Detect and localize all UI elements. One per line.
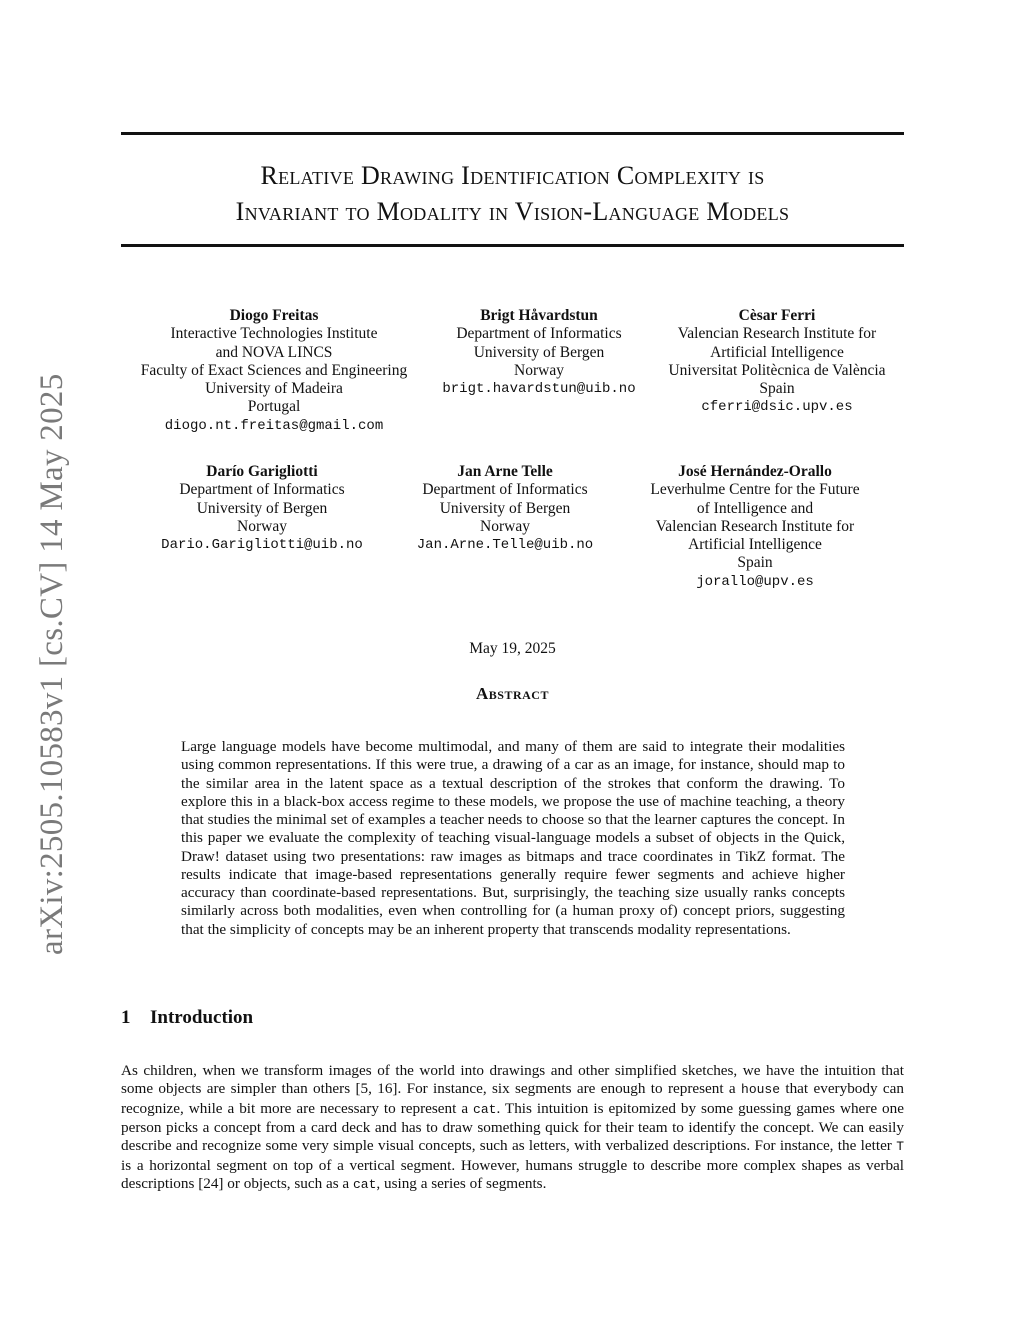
author-email[interactable]: cferri@dsic.upv.es [701,399,853,416]
author-affiliation-line: Valencian Research Institute for [677,325,877,343]
title-bottom-rule [121,244,904,247]
author-name: Brigt Håvardstun [480,307,598,324]
title-line-1: Relative Drawing Identification Complexity is [260,161,765,190]
intro-code-term: house [741,1082,781,1098]
author-affiliation-line: Spain [759,380,795,398]
author-affiliation-line: Department of Informatics [422,481,588,499]
arxiv-identifier-stamp: arXiv:2505.10583v1 [cs.CV] 14 May 2025 [34,373,70,955]
author-email[interactable]: jorallo@upv.es [696,573,814,590]
paper-title [121,158,904,230]
author-name: Diogo Freitas [229,307,319,324]
author-affiliation-line: Portugal [247,398,301,416]
author-affiliation-line: Norway [514,361,564,379]
intro-code-term: cat [473,1101,497,1117]
title-line-2: Invariant to Modality in Vision-Language Models [235,197,790,226]
author-affiliation-line: Interactive Technologies Institute [170,325,378,343]
author-block-ferri [652,307,902,417]
author-affiliation-line: and NOVA LINCS [215,343,333,361]
author-affiliation-line: Artificial Intelligence [688,536,822,554]
author-affiliation-line: University of Bergen [196,499,328,517]
abstract-heading: Abstract [476,684,549,703]
intro-code-term: T [896,1139,904,1155]
author-affiliation-line: Valencian Research Institute for [655,517,855,535]
author-email[interactable]: brigt.havardstun@uib.no [442,381,636,398]
author-affiliation-line: Norway [237,517,287,535]
author-block-havardstun [430,307,648,398]
intro-code-term: cat [352,1177,377,1193]
author-email[interactable]: diogo.nt.freitas@gmail.com [164,417,384,434]
author-affiliation-line: Artificial Intelligence [710,343,844,361]
author-email[interactable]: Dario.Garigliotti@uib.no [161,537,363,554]
introduction-paragraph [121,1062,904,1194]
author-name: José Hernández-Orallo [678,463,832,480]
author-affiliation-line: University of Bergen [473,343,605,361]
author-affiliation-line: Spain [737,554,773,572]
author-name: Darío Garigliotti [206,463,318,480]
section-number: 1 [121,1007,131,1028]
intro-text: is a horizontal segment on top of a vertical segment. However, humans struggle to describe more complex shapes as verbal descriptions [24] or objects, such as a [121,1156,904,1193]
intro-text: that everybody can recognize, while a bit more are necessary to represent a [121,1080,904,1117]
author-affiliation-line: University of Madeira [205,380,343,398]
author-name: Cèsar Ferri [738,307,816,324]
abstract-body: Large language models have become multimodal, and many of them are said to integrate their modalities using common representations. If this were true, a drawing of a car as an image, for instance, should map to the similar area in the latent space as a textual description of the strokes that conform the drawing. To explore this in a black-box access regime to these models, we propose the use of machine teaching, a theory that studies the minimal set of examples a teacher needs to choose so that the learner captures the concept. In this paper we evaluate the complexity of teaching visual-language models a subset of objects in the Quick, Draw! dataset using two presentations: raw images as bitmaps and trace coordinates in TikZ format. The results indicate that image-based representations generally require fewer segments and achieve higher accuracy than coordinate-based representations. But, surprisingly, the teaching size usually ranks concepts similarly across both modalities, even when controlling for (a human proxy of) concept priors, suggesting that the simplicity of concepts may be an inherent property that transcends modality representations. [181,738,845,938]
author-affiliation-line: Norway [480,517,530,535]
title-top-rule [121,132,904,135]
author-affiliation-line: Department of Informatics [179,481,345,499]
intro-text: , using a series of segments. [376,1175,547,1193]
author-affiliation-line: of Intelligence and [696,499,814,517]
author-block-telle [400,463,610,554]
section-title: Introduction [150,1007,254,1028]
author-affiliation-line: Leverhulme Centre for the Future [650,481,860,499]
author-email[interactable]: Jan.Arne.Telle@uib.no [416,537,594,554]
author-name: Jan Arne Telle [457,463,553,480]
author-block-hernandez-orallo [630,463,880,591]
author-affiliation-line: Department of Informatics [456,325,622,343]
section-heading-introduction [121,1007,253,1029]
author-block-freitas [124,307,424,435]
publication-date: May 19, 2025 [469,640,556,657]
author-block-garigliotti [132,463,392,554]
intro-text: As children, when we transform images of the world into drawings and other simplified sketches, we have the intuition that some objects are simpler than others [5, 16]. For instance, six segments are enough to represent a [121,1062,904,1098]
intro-text: . This intuition is epitomized by some guessing games where one person picks a concept from a card deck and has to draw something quick for their team to identify the concept. We can easily describe and recognize some very simple visual concepts, such as letters, with verbalized descriptions. For instance, the letter [121,1099,904,1155]
author-affiliation-line: University of Bergen [439,499,571,517]
author-affiliation-line: Faculty of Exact Sciences and Engineering [140,361,408,379]
author-affiliation-line: Universitat Politècnica de València [668,361,886,379]
